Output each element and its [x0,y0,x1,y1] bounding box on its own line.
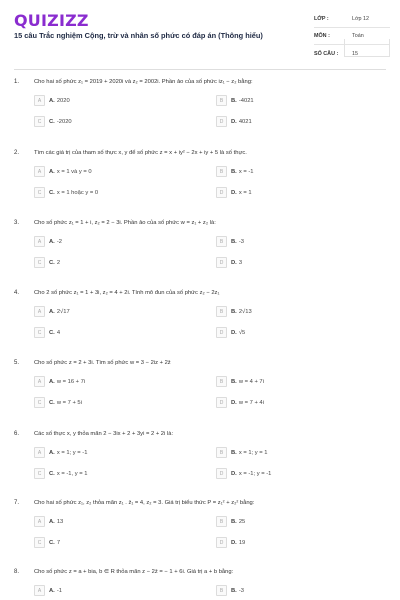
option-c[interactable] [34,468,184,479]
meta-key: MÔN : [314,33,330,39]
option-d[interactable] [216,116,366,127]
option-label: B. [231,97,237,104]
option-label: D. [231,329,237,336]
option-b[interactable] [216,95,366,106]
question-text: Cho số phức z = 2 + 3i. Tìm số phức w = 3 − 2iz + 2z̄ [34,360,171,366]
option-label: C. [49,118,55,125]
option-box[interactable]: B [216,376,227,387]
option-box[interactable]: A [34,447,45,458]
option-box[interactable]: D [216,116,227,127]
option-label: C. [49,470,55,477]
option-label: C. [49,399,55,406]
option-box[interactable]: B [216,306,227,317]
option-b[interactable] [216,447,366,458]
option-text: -3 [238,238,244,245]
option-box[interactable]: C [34,327,45,338]
question-text: Cho hai số phức z₁, z₂ thỏa mãn z₁ . z̄₁ = 4, z₂ = 3. Giá trị biểu thức P = z₁² + z₂² bằng: [34,500,255,506]
option-a[interactable] [34,95,184,106]
option-text: x = -1, y = 1 [56,470,88,477]
option-b[interactable] [216,236,366,247]
option-a[interactable] [34,306,184,317]
option-c[interactable] [34,327,184,338]
option-text: w = 7 + 4i [238,399,264,406]
page-title: 15 câu Trắc nghiệm Cộng, trừ và nhân số phức có đáp án (Thông hiểu) [14,31,263,40]
option-a[interactable] [34,447,184,458]
option-text: x = 1 [238,189,252,196]
option-label: D. [231,399,237,406]
option-text: 3 [238,259,243,266]
option-text: 25 [238,518,246,525]
option-box[interactable]: C [34,397,45,408]
option-box[interactable]: B [216,236,227,247]
meta-row-class [314,11,390,28]
option-box[interactable]: A [34,306,45,317]
question-text: Cho số phức z₁ = 1 + i, z₂ = 2 − 3i. Phần ảo của số phức w = z₁ + z₂ là: [34,220,216,226]
option-c[interactable] [34,116,184,127]
option-a[interactable] [34,516,184,527]
option-text: 2√17 [56,308,70,315]
option-d[interactable] [216,468,366,479]
option-label: C. [49,189,55,196]
option-box[interactable]: D [216,468,227,479]
option-d[interactable] [216,327,366,338]
question-number: 1. [14,79,20,85]
meta-key: LỚP : [314,16,329,22]
meta-value: Toán [352,33,364,39]
option-text: 2020 [56,97,70,104]
question-text: Tìm các giá trị của tham số thực x, y để số phức z = x + iy² − 2x + iy + 5 là số thực. [34,150,247,156]
option-a[interactable] [34,376,184,387]
option-d[interactable] [216,397,366,408]
option-label: A. [49,97,55,104]
option-label: A. [49,449,55,456]
option-b[interactable] [216,306,366,317]
option-text: x = 1; y = -1 [56,449,88,456]
meta-box [344,39,390,57]
question-text: Cho 2 số phức z₁ = 1 + 3i, z₂ = 4 + 2i. Tính mô đun của số phức z₂ − 2z₁ [34,290,220,296]
option-label: A. [49,308,55,315]
option-text: 7 [56,539,61,546]
option-box[interactable]: A [34,516,45,527]
option-label: B. [231,378,237,385]
question-number: 4. [14,290,20,296]
option-text: 19 [238,539,246,546]
option-label: A. [49,378,55,385]
option-text: -4021 [238,97,254,104]
option-text: -2 [56,238,62,245]
option-label: C. [49,329,55,336]
option-box[interactable]: B [216,166,227,177]
option-a[interactable] [34,166,184,177]
header-divider [14,69,386,70]
option-box[interactable]: B [216,585,227,596]
option-box[interactable]: C [34,187,45,198]
option-box[interactable]: D [216,257,227,268]
option-text: x = 1 và y = 0 [56,168,92,175]
option-text: √5 [238,329,246,336]
option-box[interactable]: B [216,95,227,106]
option-text: 2√13 [238,308,252,315]
option-text: w = 7 + 5i [56,399,82,406]
option-box[interactable]: A [34,585,45,596]
question-text: Các số thực x, y thỏa mãn 2 − 3ix + 2 + 3yi = 2 + 2i là: [34,431,174,437]
option-text: x = -1 [238,168,254,175]
meta-value: Lớp 12 [352,16,370,22]
option-label: D. [231,539,237,546]
option-box[interactable]: C [34,537,45,548]
option-label: C. [49,539,55,546]
option-c[interactable] [34,397,184,408]
option-text: 13 [56,518,64,525]
option-label: B. [231,518,237,525]
option-label: B. [231,449,237,456]
option-label: D. [231,118,237,125]
option-c[interactable] [34,537,184,548]
option-label: A. [49,168,55,175]
option-text: -2020 [56,118,72,125]
meta-value: 15 [352,50,358,57]
option-d[interactable] [216,187,366,198]
option-text: w = 4 + 7i [238,378,264,385]
question-number: 3. [14,220,20,226]
option-box[interactable]: A [34,95,45,106]
option-a[interactable] [34,585,184,596]
option-label: B. [231,587,237,594]
option-label: B. [231,238,237,245]
option-box[interactable]: D [216,187,227,198]
option-a[interactable] [34,236,184,247]
option-box[interactable]: D [216,327,227,338]
question-number: 6. [14,431,20,437]
option-text: 4021 [238,118,252,125]
option-box[interactable]: C [34,468,45,479]
option-text: 2 [56,259,61,266]
option-box[interactable]: A [34,166,45,177]
option-label: A. [49,587,55,594]
option-text: w = 16 + 7i [56,378,86,385]
question-number: 8. [14,569,20,575]
option-box[interactable]: C [34,116,45,127]
option-text: -3 [238,587,244,594]
option-box[interactable]: B [216,516,227,527]
option-label: A. [49,238,55,245]
option-text: x = 1; y = 1 [238,449,268,456]
question-text: Cho hai số phức z₁ = 2019 + 2020i và z₂ = 2002i. Phần ảo của số phức iz₁ − z₂ bằng: [34,79,253,85]
quizizz-logo: QUIZIZZ [14,11,89,30]
option-box[interactable]: D [216,397,227,408]
question-number: 2. [14,150,20,156]
option-label: B. [231,308,237,315]
option-b[interactable] [216,166,366,177]
question-number: 7. [14,500,20,506]
option-text: x = 1 hoặc y = 0 [56,189,99,196]
option-b[interactable] [216,585,366,596]
option-b[interactable] [216,516,366,527]
option-text: -1 [56,587,62,594]
option-box[interactable]: D [216,537,227,548]
option-label: D. [231,189,237,196]
option-label: D. [231,259,237,266]
option-c[interactable] [34,187,184,198]
option-text: x = -1; y = -1 [238,470,272,477]
option-d[interactable] [216,537,366,548]
option-text: 4 [56,329,61,336]
meta-key: SỐ CÂU : [314,50,339,57]
option-label: B. [231,168,237,175]
option-b[interactable] [216,376,366,387]
question-number: 5. [14,360,20,366]
option-label: C. [49,259,55,266]
option-c[interactable] [34,257,184,268]
option-box[interactable]: B [216,447,227,458]
option-box[interactable]: A [34,376,45,387]
question-text: Cho số phức z = a + bia, b ∈ R thỏa mãn z − 2z̄ = − 1 + 6i. Giá trị a + b bằng: [34,569,234,575]
option-box[interactable]: A [34,236,45,247]
option-box[interactable]: C [34,257,45,268]
option-label: D. [231,470,237,477]
option-d[interactable] [216,257,366,268]
option-label: A. [49,518,55,525]
